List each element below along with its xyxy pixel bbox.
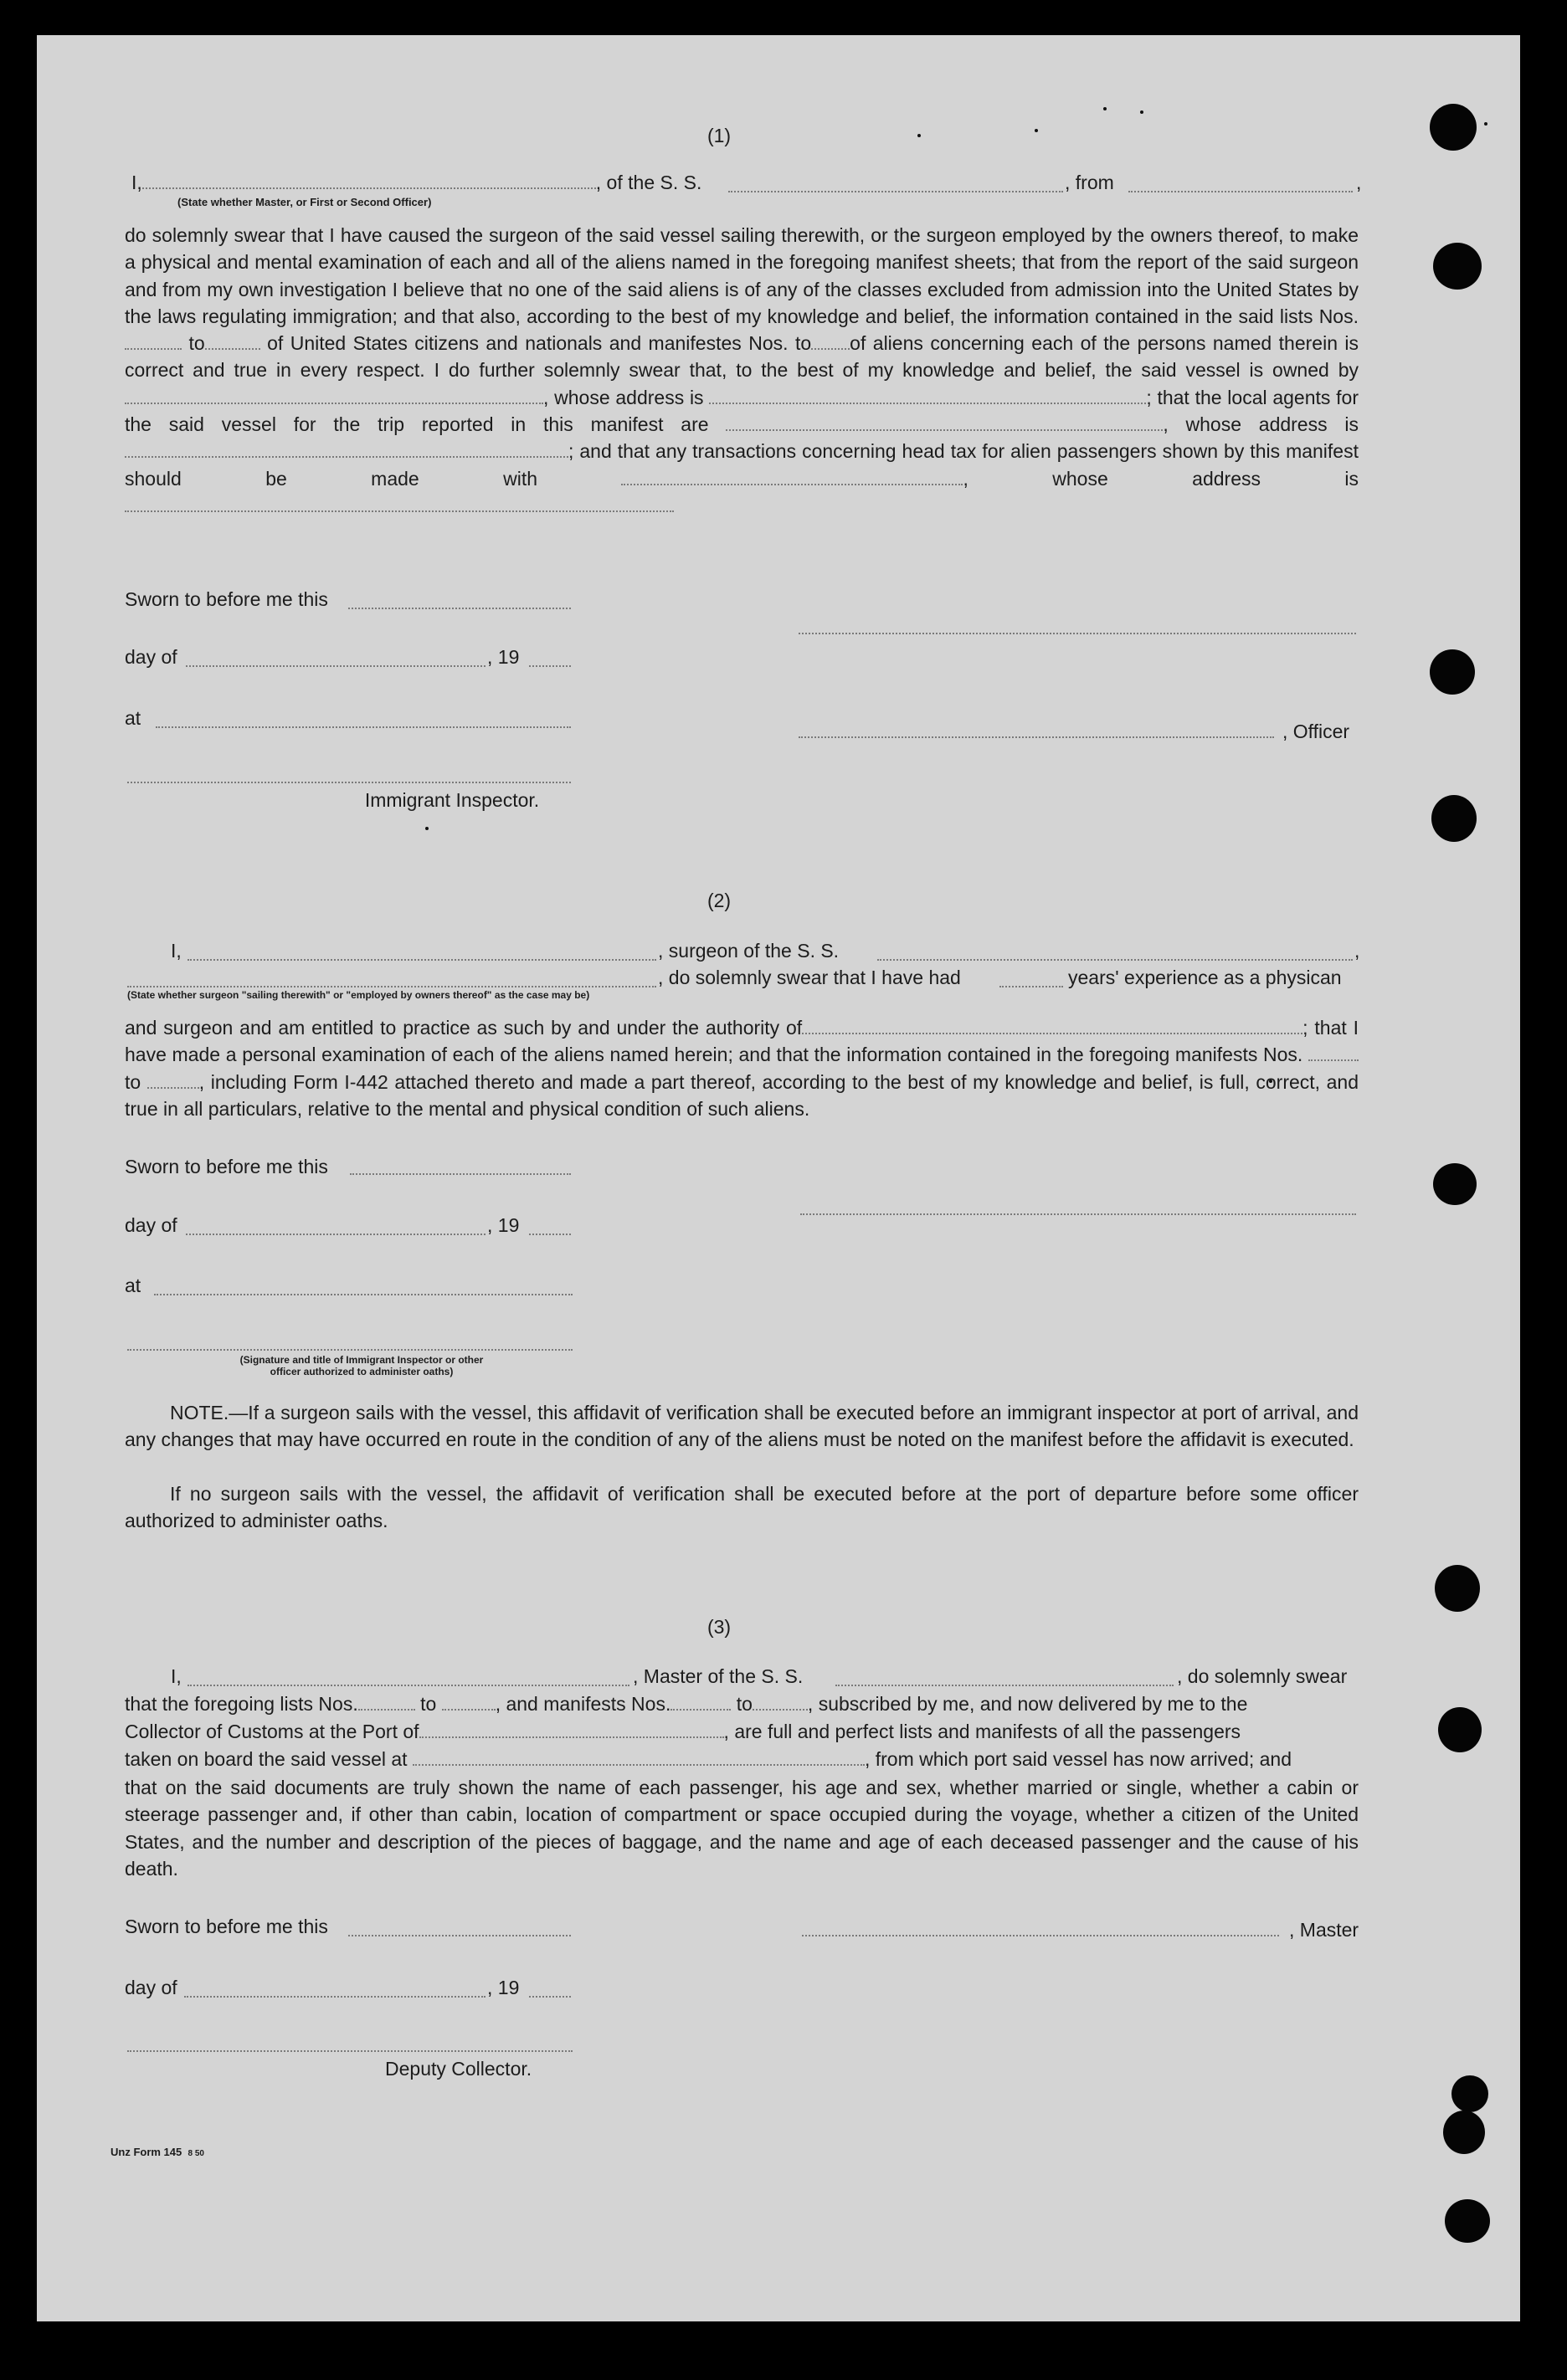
manifest-to-blank[interactable] — [811, 335, 850, 350]
note-paragraph-1: NOTE.—If a surgeon sails with the vessel, this affidavit of verification shall be executed before an immigrant inspector at port of arrival, and any changes that may have occurred en route in the condition of any of the aliens must be noted on the manifest before the affidavit is executed. — [125, 1402, 1359, 1451]
owner-blank[interactable] — [125, 389, 543, 404]
binder-hole — [1433, 1163, 1477, 1205]
text-do-solemnly: , do solemnly swear that I have had — [658, 967, 961, 988]
year-label: , 19 — [487, 646, 520, 668]
surgeon-vessel-blank[interactable] — [877, 959, 1353, 961]
year-blank[interactable] — [529, 665, 571, 667]
lists-to-blank[interactable] — [442, 1695, 496, 1711]
section1-line1 — [131, 169, 701, 197]
head-tax-address-blank[interactable] — [125, 497, 674, 512]
text-comma: , — [1356, 172, 1362, 193]
section2-oath-paragraph: and surgeon and am entitled to practice as such by and under the authority of ; that I have made a personal examination of each of the aliens named herein; and that the information contained in the foregoing manifests Nos. to , including Form I-442 attached thereto and made a part thereof, according to the best of my knowledge and belief, is full, correct, and true in all particulars, relative to the mental and physical condition of such aliens. — [125, 1017, 1359, 1120]
surgeon-signature-blank[interactable] — [800, 1213, 1356, 1215]
surgeon-type-note: (State whether surgeon "sailing therewith" or "employed by owners thereof" as the case may be) — [127, 989, 590, 1001]
sworn-date-blank[interactable] — [348, 608, 571, 609]
years-blank[interactable] — [999, 986, 1063, 987]
signature-title-note: (Signature and title of Immigrant Inspector or other officer authorized to administer oaths) — [239, 1354, 484, 1377]
year-blank[interactable] — [529, 1234, 571, 1235]
officer-signature-blank[interactable] — [799, 736, 1274, 738]
lists-from-blank[interactable] — [125, 335, 182, 350]
head-tax-blank[interactable] — [621, 470, 963, 485]
speck — [1103, 107, 1107, 110]
sworn-label: Sworn to before me this — [125, 1156, 328, 1177]
lists-from-blank[interactable] — [358, 1695, 415, 1711]
surgeon-type-blank[interactable] — [127, 986, 656, 987]
text-comma: , — [1354, 940, 1360, 962]
lists-to-blank[interactable] — [205, 335, 260, 350]
day-blank[interactable] — [184, 1996, 486, 1998]
manifests-from-blank[interactable] — [670, 1695, 731, 1711]
day-of-label: day of — [125, 1977, 177, 1998]
master-label: , Master — [1289, 1919, 1359, 1941]
surgeon-name-blank[interactable] — [188, 959, 656, 961]
form-number: Unz Form 145 8 50 — [110, 2146, 204, 2158]
master-signature-blank[interactable] — [802, 1935, 1279, 1936]
binder-hole — [1445, 2199, 1490, 2243]
binder-hole — [1435, 1565, 1480, 1612]
speck — [1140, 110, 1143, 114]
officer-rank-note: (State whether Master, or First or Second Officer) — [177, 196, 432, 208]
text-of-ss: , of the S. S. — [595, 172, 702, 193]
day-of-label: day of — [125, 1214, 177, 1236]
place-blank[interactable] — [154, 1294, 573, 1295]
section3-oath-paragraph: that on the said documents are truly shown the name of each passenger, his age and sex, whether married or single, whether a cabin or steerage passenger and, if other than cabin, location of compartment or space occupied during the voyage, whether a citizen of the United States, and the number and description of the pieces of baggage, and the name and age of each deceased passenger and the cause of his death. — [125, 1777, 1359, 1880]
agents-blank[interactable] — [726, 416, 1163, 431]
inspector-signature-blank[interactable] — [127, 782, 571, 783]
officer-name-blank[interactable] — [142, 174, 596, 189]
year-label: , 19 — [487, 1977, 520, 1998]
text-surgeon-of: , surgeon of the S. S. — [658, 940, 840, 962]
speck — [425, 827, 429, 830]
inspector-label: Immigrant Inspector. — [364, 789, 540, 811]
signature-blank[interactable] — [799, 633, 1356, 634]
year-blank[interactable] — [529, 1996, 571, 1998]
binder-hole — [1431, 795, 1477, 842]
text-from: , from — [1065, 172, 1114, 193]
at-label: at — [125, 707, 141, 729]
manifests-to-blank[interactable] — [753, 1695, 808, 1711]
boarding-port-blank[interactable] — [413, 1751, 865, 1766]
day-of-label: day of — [125, 646, 177, 668]
sworn-date-blank[interactable] — [348, 1935, 571, 1936]
text-master-of: , Master of the S. S. — [633, 1665, 804, 1687]
manifests-to-blank[interactable] — [147, 1074, 199, 1089]
vessel-name-blank[interactable] — [728, 191, 1063, 192]
binder-hole — [1443, 2111, 1485, 2154]
section1-oath-paragraph: do solemnly swear that I have caused the surgeon of the said vessel sailing therewith, or the surgeon employed by the owners thereof, to make a physical and mental examination of each and all of the aliens named in the foregoing manifest sheets; that from the report of the said surgeon and from my own investigation I believe that no one of the said aliens is of any of the classes excluded from admission into the United States by the laws regulating immigration; and that also, according to the best of my knowledge and belief, the information contained in the said lists Nos. to of United States citizens and nationals and manifestes Nos. to of aliens concerning each of the persons named therein is correct and true in every respect. I do further solemnly swear that, to the best of my knowledge and belief, the said vessel is owned by , whose address is ; that the local agents for the said vessel for the trip reported in this manifest are , whose address is ; and that any transactions concerning head tax for alien passengers shown by this manifest should be made with , whose address is — [125, 222, 1359, 519]
agents-address-blank[interactable] — [125, 443, 568, 458]
at-label: at — [125, 1275, 141, 1296]
collector-label: Deputy Collector. — [385, 2058, 532, 2080]
binder-hole — [1438, 1707, 1482, 1752]
text-do-solemnly: , do solemnly swear — [1177, 1665, 1348, 1687]
text-i: I, — [131, 172, 142, 193]
text-i: I, — [171, 1665, 182, 1687]
sworn-label: Sworn to before me this — [125, 1916, 328, 1937]
day-blank[interactable] — [186, 1234, 486, 1235]
port-blank[interactable] — [419, 1723, 724, 1738]
binder-hole — [1451, 2075, 1488, 2112]
sworn-label: Sworn to before me this — [125, 588, 328, 610]
master-vessel-blank[interactable] — [835, 1685, 1174, 1686]
manifests-from-blank[interactable] — [1308, 1046, 1359, 1061]
day-blank[interactable] — [186, 665, 486, 667]
text-years: years' experience as a physican — [1068, 967, 1342, 988]
year-label: , 19 — [487, 1214, 520, 1236]
manifest-affidavit-sheet — [37, 35, 1520, 2321]
collector-signature-blank[interactable] — [127, 2050, 573, 2052]
section3-line4: taken on board the said vessel at , from which port said vessel has now arrived; and — [125, 1748, 1292, 1770]
master-name-blank[interactable] — [188, 1685, 629, 1686]
from-port-blank[interactable] — [1128, 191, 1353, 192]
section-number: (3) — [706, 1616, 732, 1638]
section3-line2: that the foregoing lists Nos. to , and manifests Nos. to , subscribed by me, and now delivered by me to the — [125, 1693, 1248, 1715]
section-number: (1) — [706, 125, 732, 146]
authority-blank[interactable] — [802, 1019, 1302, 1034]
binder-hole — [1430, 104, 1477, 151]
place-blank[interactable] — [156, 726, 571, 728]
section3-line3: Collector of Customs at the Port of , are full and perfect lists and manifests of all the passengers — [125, 1721, 1241, 1742]
officer-label: , Officer — [1282, 721, 1350, 742]
sworn-date-blank[interactable] — [350, 1173, 571, 1175]
inspector-signature-blank[interactable] — [127, 1349, 573, 1351]
text-i: I, — [171, 940, 182, 962]
section-number: (2) — [706, 890, 732, 911]
binder-hole — [1430, 649, 1475, 695]
note-paragraph-2: If no surgeon sails with the vessel, the affidavit of verification shall be executed before at the port of departure before some officer authorized to administer oaths. — [125, 1483, 1359, 1532]
binder-hole — [1433, 243, 1482, 290]
speck — [1484, 122, 1487, 126]
owner-address-blank[interactable] — [709, 389, 1146, 404]
